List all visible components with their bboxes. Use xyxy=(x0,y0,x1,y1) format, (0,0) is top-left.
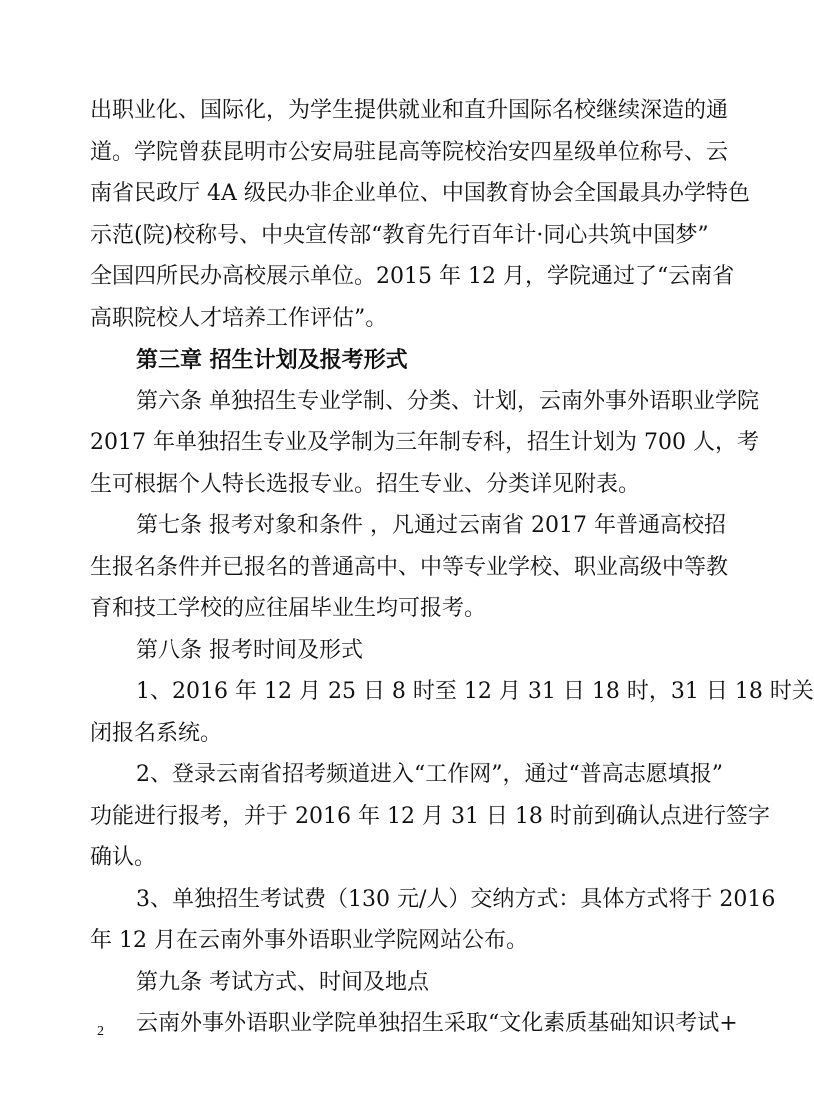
paragraph-line: 道。学院曾获昆明市公安局驻昆高等院校治安四星级单位称号、云 xyxy=(90,140,729,165)
paragraph-line: 确认。 xyxy=(90,845,157,870)
page-number: 2 xyxy=(97,1024,104,1039)
paragraph-line: 1、2016 年 12 月 25 日 8 时至 12 月 31 日 18 时，31 日 18 时关 xyxy=(136,679,814,704)
paragraph-line: 2、登录云南省招考频道进入“工作网”，通过“普高志愿填报” xyxy=(136,762,723,787)
paragraph-line: 第七条 报考对象和条件 ，凡通过云南省 2017 年普通高校招 xyxy=(136,513,726,538)
paragraph-line: 出职业化、国际化，为学生提供就业和直升国际名校继续深造的通 xyxy=(90,98,729,123)
paragraph-line: 2017 年单独招生专业及学制为三年制专科，招生计划为 700 人，考 xyxy=(90,430,759,455)
article-heading: 第九条 考试方式、时间及地点 xyxy=(136,970,429,995)
paragraph-line: 功能进行报考，并于 2016 年 12 月 31 日 18 时前到确认点进行签字 xyxy=(90,804,770,829)
paragraph-line: 南省民政厅 4A 级民办非企业单位、中国教育协会全国最具办学特色 xyxy=(90,181,750,206)
paragraph-line: 育和技工学校的应往届毕业生均可报考。 xyxy=(90,596,487,621)
paragraph-line: 高职院校人才培养工作评估”。 xyxy=(90,306,388,331)
paragraph-line: 全国四所民办高校展示单位。2015 年 12 月，学院通过了“云南省 xyxy=(90,264,735,289)
paragraph-line: 云南外事外语职业学院单独招生采取“文化素质基础知识考试+ xyxy=(136,1011,738,1036)
paragraph-line: 生可根据个人特长选报专业。招生专业、分类详见附表。 xyxy=(90,472,641,497)
paragraph-line: 第六条 单独招生专业学制、分类、计划，云南外事外语职业学院 xyxy=(136,389,759,414)
chapter-heading: 第三章 招生计划及报考形式 xyxy=(136,347,408,373)
paragraph-line: 闭报名系统。 xyxy=(90,721,223,746)
paragraph-line: 示范(院)校称号、中央宣传部“教育先行百年计·同心共筑中国梦” xyxy=(90,223,709,248)
paragraph-line: 3、单独招生考试费（130 元/人）交纳方式：具体方式将于 2016 xyxy=(136,887,776,912)
article-heading: 第八条 报考时间及形式 xyxy=(136,638,363,663)
paragraph-line: 年 12 月在云南外事外语职业学院网站公布。 xyxy=(90,928,528,953)
paragraph-line: 生报名条件并已报名的普通高中、中等专业学校、职业高级中等教 xyxy=(90,555,729,580)
